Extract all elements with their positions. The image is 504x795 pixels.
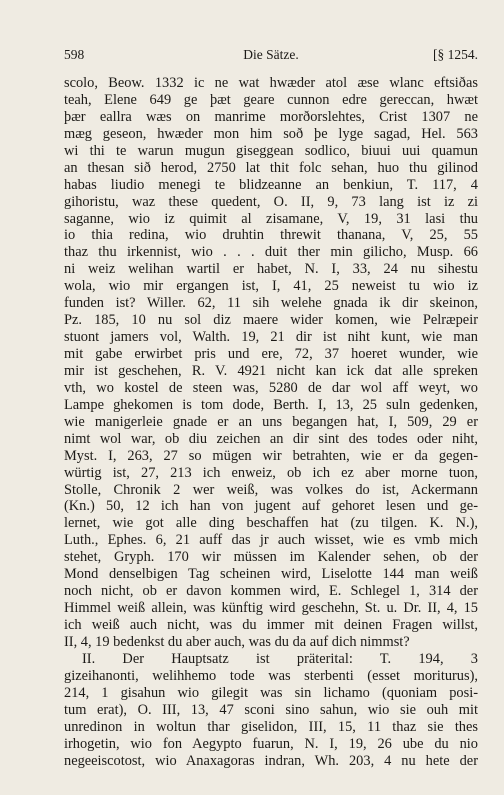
text-line: lernet, wie got alle ding beschaffen hat (zu tilgen. K. N.),: [64, 515, 478, 532]
text-line: gizeihanonti, welihhemo tode was sterbenti (esset moriturus),: [64, 667, 478, 684]
running-title: Die Sätze.: [243, 47, 299, 62]
text-line: wola, wio mir ergangen ist, I, 41, 25 neweist tu wio iz: [64, 278, 478, 295]
text-line: teah, Elene 649 ge þæt geare cunnon edre gereccan, hwæt: [64, 91, 478, 108]
text-line: Lampe ghekomen is tom dode, Berth. I, 13, 25 suln gedenken,: [64, 396, 478, 413]
text-line: wi thi te warun mugun giseggean sodlico, biuui uui quamun: [64, 142, 478, 159]
text-line: gihoristu, waz these quedent, O. II, 9, 73 lang ist iz zi: [64, 193, 478, 210]
text-line: (Kn.) 50, 12 ich han von jugent auf gehoret lesen und ge-: [64, 498, 478, 515]
section-heading-line: II. Der Hauptsatz ist präterital: T. 194, 3: [82, 650, 478, 667]
text-line: funden ist? Willer. 62, 11 sih welehe gnada ik dir skeinon,: [64, 295, 478, 312]
running-header: [64, 47, 478, 65]
text-line: Pz. 185, 10 nu sol diz maere wider komen, wie Pelræpeir: [64, 312, 478, 329]
text-line: stehet, Gryph. 170 wir müssen im Kalender sehen, ob der: [64, 549, 478, 566]
text-line: mir ist geschehen, R. V. 4921 nicht kan ick dat alle spreken: [64, 362, 478, 379]
text-line: thaz thu irkennist, wio . . . duit ther min gilicho, Musp. 66: [64, 244, 478, 261]
text-line: ich weiß auch nicht, was du immer mit deinen Fragen willst,: [64, 617, 478, 633]
text-line: 214, 1 gisahun wio gilegit was sin lichamo (quoniam posi-: [64, 684, 478, 701]
text-line: unredinon in woltun thar giselidon, III, 15, 11 thaz sie thes: [64, 718, 478, 735]
text-line: II, 4, 19 bedenkst du aber auch, was du da auf dich nimmst?: [64, 633, 410, 650]
text-line: wie manigerleie gnade er an uns begangen hat, I, 509, 29 er: [64, 413, 478, 430]
text-line: nimt wol war, ob diu zeichen an dir sint des todes oder niht,: [64, 430, 478, 447]
body-text: [64, 75, 478, 769]
text-line: tum erat), O. III, 13, 47 sconi sino sahun, wio sie ouh mit: [64, 701, 478, 718]
text-line: habas liudio menegi te blidzeanne an benkiun, T. 117, 4: [64, 176, 478, 193]
text-line: Luth., Ephes. 6, 21 auff das jr auch wisset, wie es vmb mich: [64, 532, 478, 549]
text-line: würtig ist, 27, 213 ich enweiz, ob ich ez aber morne tuon,: [64, 464, 478, 481]
text-line: an thesan sið herod, 2750 lat thit folc sehan, huo thu gilinod: [64, 159, 478, 176]
text-line: scolo, Beow. 1332 ic ne wat hwæder atol æse wlanc eftsiðas: [64, 75, 478, 91]
text-line: ni weiz welihan wartil er habet, N. I, 33, 24 nu sihestu: [64, 261, 478, 278]
text-line: þær eallra wæs on manrime morðorslehtes, Crist 1307 ne: [64, 108, 478, 125]
text-line: vth, wo kostel de steen was, 5280 de dar wol aff weyt, wo: [64, 379, 478, 396]
text-line: stuont jamers vol, Walth. 19, 21 dir ist niht kunt, wie man: [64, 329, 478, 346]
text-line: negeeiscotost, wio Anaxagoras indran, Wh. 203, 4 nu hete der: [64, 752, 478, 769]
text-line: Mond denselbigen Tag scheinen wird, Liselotte 144 man weiß: [64, 566, 478, 583]
text-line: Stolle, Chronik 2 wer weiß, was volkes do ist, Ackermann: [64, 481, 478, 498]
page-number: 598: [64, 47, 85, 62]
text-line: Himmel weiß allein, was künftig wird geschehn, St. u. Dr. II, 4, 15: [64, 600, 478, 617]
text-line: mæg geseon, hwæder mon him soð þe lyge sagad, Hel. 563: [64, 125, 478, 142]
section-reference: [§ 1254.: [433, 47, 478, 62]
text-line: noch nicht, ob er davon kommen wird, E. Schlegel 1, 314 der: [64, 583, 478, 600]
text-line: Myst. I, 263, 27 so mügen wir betrahten, wie er da gegen-: [64, 447, 478, 464]
text-line: mit gabe erwirbet pris und ere, 72, 37 hoeret wunder, wie: [64, 346, 478, 362]
text-line: irhogetin, wio fon Aegypto fuarun, N. I, 19, 26 ube du nio: [64, 735, 478, 752]
text-line: saganne, wio iz quimit al zisamane, V, 19, 31 lasi thu: [64, 210, 478, 227]
text-line: io thia redina, wio druhtin threwit thanana, V, 25, 55: [64, 227, 478, 244]
